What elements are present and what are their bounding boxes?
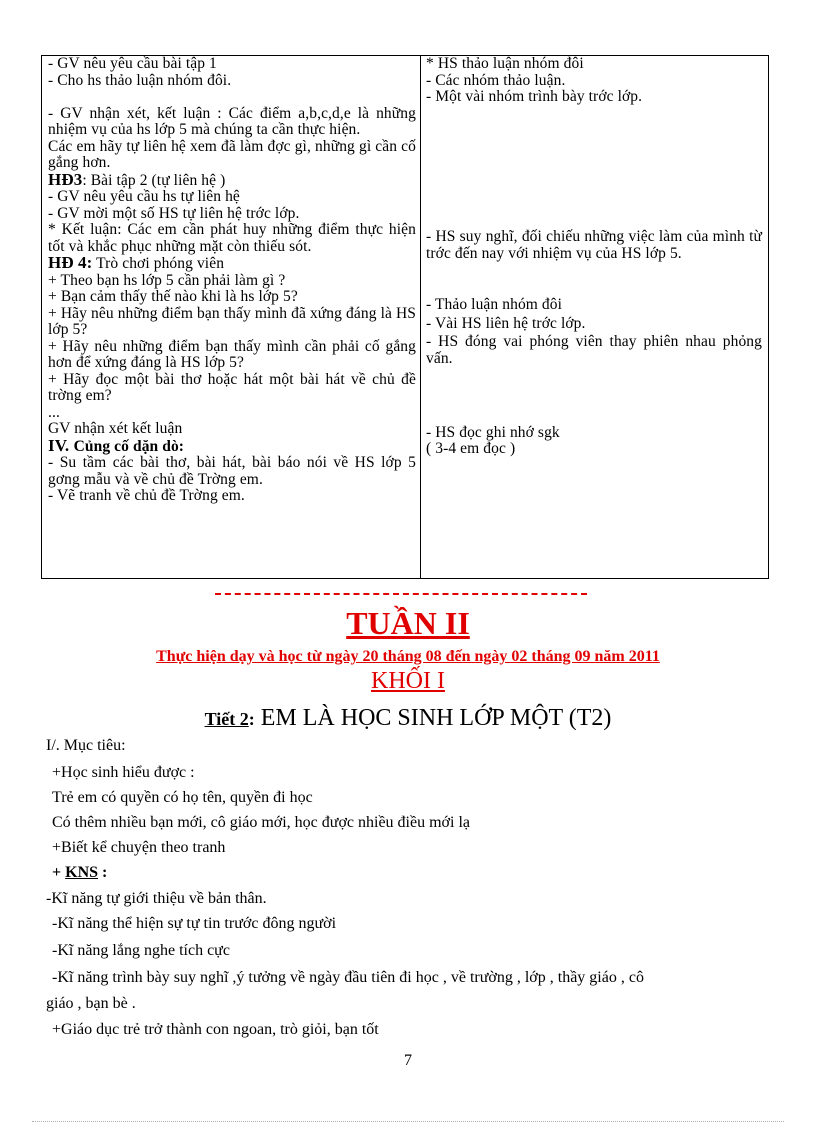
kns-line: -Kĩ năng trình bày suy nghĩ ,ý tưởng về ngày đầu tiên đi học , về trường , lớp , thầy giáo , cô xyxy=(52,969,644,986)
blank-line xyxy=(48,89,416,106)
table-line: Các em hãy tự liên hệ xem đã làm đợc gì, những gì cần cố gắng hơn. xyxy=(48,137,416,171)
table-line: GV nhận xét kết luận xyxy=(48,420,183,437)
table-line: - GV nhận xét, kết luận : Các điểm a,b,c,d,e là những nhiệm vụ của hs lớp 5 mà chúng ta cần thực hiện. xyxy=(48,104,416,138)
teacher-column xyxy=(48,56,416,505)
column-divider xyxy=(420,56,421,578)
table-line: - GV nêu yêu cầu hs tự liên hệ xyxy=(48,188,240,205)
table-line: * HS thảo luận nhóm đôi xyxy=(426,55,584,72)
kns-heading xyxy=(52,864,780,882)
table-line: - GV mời một số HS tự liên hệ trớc lớp. xyxy=(48,204,300,222)
kns-label: KNS xyxy=(65,864,99,881)
section-heading xyxy=(48,435,416,456)
activity-heading xyxy=(48,255,416,273)
table-line: - Một vài nhóm trình bày trớc lớp. xyxy=(426,88,643,105)
lesson-colon: : xyxy=(248,709,255,729)
table-line: - Các nhóm thảo luận. xyxy=(426,71,566,89)
dashed-separator xyxy=(215,593,587,595)
student-column xyxy=(426,56,762,458)
lesson-name: EM LÀ HỌC SINH LỚP MỘT (T2) xyxy=(260,705,612,731)
activity-text: Trò chơi phóng viên xyxy=(92,255,225,272)
kns-line: -Kĩ năng thể hiện sự tự tin trước đông người xyxy=(52,915,337,932)
kns-line: -Kĩ năng tự giới thiệu về bản thân. xyxy=(46,890,267,907)
table-line: + Hãy nêu những điểm bạn thấy mình cần phải cố gắng hơn để xứng đáng là HS lớp 5? xyxy=(48,337,416,371)
page-bottom-rule xyxy=(32,1121,784,1122)
table-line: * Kết luận: Các em cần phát huy những điểm thực hiện tốt và khắc phục những mặt còn thiếu sót. xyxy=(48,221,416,255)
table-line: - HS suy nghĩ, đối chiếu những việc làm của mình từ trớc đến nay với nhiệm vụ của HS lớp 5. xyxy=(426,228,762,262)
table-line: - Su tầm các bài thơ, bài hát, bài báo nói về HS lớp 5 gơng mẫu và về chủ đề Trờng em. xyxy=(48,454,416,488)
activity-label: HĐ 4: xyxy=(48,253,93,272)
objective-line: Trẻ em có quyền có họ tên, quyền đi học xyxy=(52,789,313,806)
table-line: + Bạn cảm thấy thế nào khi là hs lớp 5? xyxy=(48,288,298,305)
section-number: IV. xyxy=(48,435,74,455)
table-line: - Vài HS liên hệ trớc lớp. xyxy=(426,314,586,332)
section-title: Củng cố dặn dò: xyxy=(73,437,185,455)
objective-line: Có thêm nhiều bạn mới, cô giáo mới, học được nhiều điều mới lạ xyxy=(52,814,470,831)
table-line: + Theo bạn hs lớp 5 cần phải làm gì ? xyxy=(48,271,286,289)
table-line: ... xyxy=(48,403,60,421)
lesson-label: Tiết 2 xyxy=(204,709,249,729)
week-title: TUẦN II xyxy=(346,605,470,641)
objective-line: +Học sinh hiểu được : xyxy=(52,764,195,781)
kns-line: -Kĩ năng lắng nghe tích cực xyxy=(52,942,230,959)
table-line: - GV nêu yêu cầu bài tập 1 xyxy=(48,55,217,72)
activity-heading xyxy=(48,169,416,190)
table-line: + Hãy nêu những điểm bạn thấy mình đã xứng đáng là HS lớp 5? xyxy=(48,304,416,338)
table-line: - Thảo luận nhóm đôi xyxy=(426,296,563,313)
schedule-line: Thực hiện dạy và học từ ngày 20 tháng 08 đến ngày 02 tháng 09 năm 2011 xyxy=(156,648,660,665)
objective-line: +Biết kể chuyện theo tranh xyxy=(52,839,226,856)
kns-line: giáo , bạn bè . xyxy=(46,995,136,1012)
table-line: - Cho hs thảo luận nhóm đôi. xyxy=(48,71,232,89)
kns-plus: + xyxy=(52,864,66,881)
table-line: - Vẽ tranh về chủ đề Trờng em. xyxy=(48,487,245,504)
education-line: +Giáo dục trẻ trở thành con ngoan, trò giỏi, bạn tốt xyxy=(52,1021,379,1038)
table-line: + Hãy đọc một bài thơ hoặc hát một bài hát về chủ đề trờng em? xyxy=(48,370,416,404)
lesson-title xyxy=(0,703,816,734)
grade-title: KHỐI I xyxy=(371,668,445,694)
activity-label: HĐ3 xyxy=(48,169,83,189)
page-number: 7 xyxy=(404,1052,412,1069)
kns-colon: : xyxy=(98,864,108,881)
table-line: - HS đóng vai phóng viên thay phiên nhau phỏng vấn. xyxy=(426,333,762,367)
activity-table xyxy=(41,55,769,579)
table-line: ( 3-4 em đọc ) xyxy=(426,440,516,457)
table-line: - HS đọc ghi nhớ sgk xyxy=(426,423,560,441)
objectives-heading: I/. Mục tiêu: xyxy=(46,737,126,754)
activity-text: : Bài tập 2 (tự liên hệ ) xyxy=(82,171,226,189)
